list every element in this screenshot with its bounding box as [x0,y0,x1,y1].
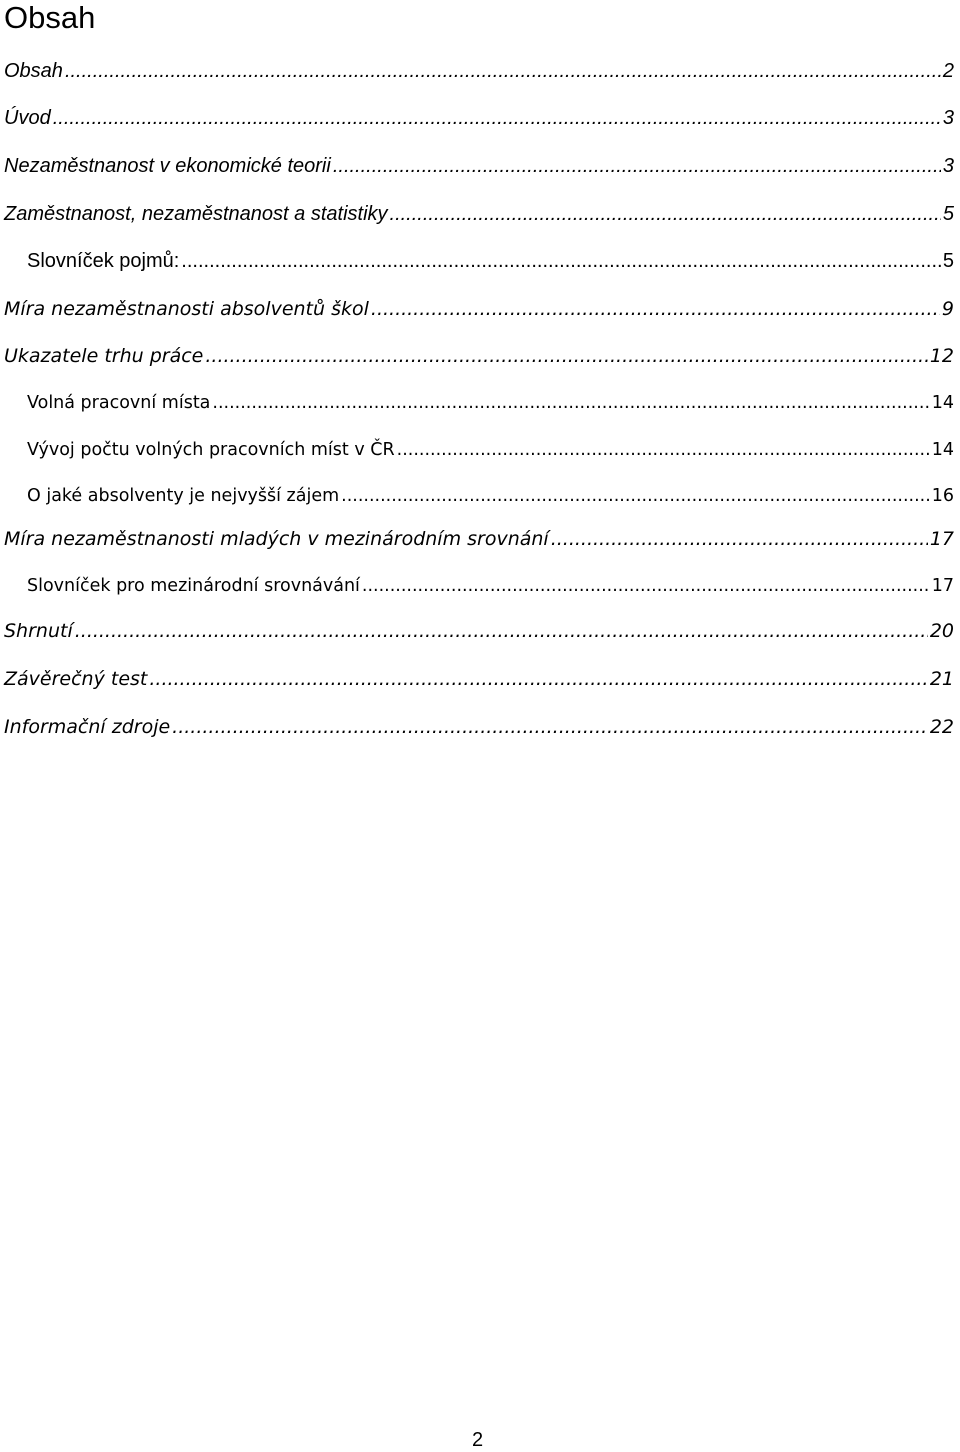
page-number: 2 [472,1429,484,1451]
dot-leader [341,481,930,511]
toc-entry-slovnicek-pojmu[interactable] [27,246,954,276]
toc-entry-title: Úvod [4,107,51,129]
toc-entry-page: 5 [942,250,954,272]
toc-entry-page: 12 [929,345,954,367]
toc-entry-nezamestnanost-teorie[interactable] [4,151,954,181]
dot-leader [212,388,929,418]
toc-entry-page: 16 [931,486,954,506]
dot-leader [172,712,928,742]
toc-entry-title: Závěrečný test [4,668,148,690]
dot-leader [53,103,941,133]
toc-entry-title: Volná pracovní místa [27,393,211,413]
toc-entry-title: Míra nezaměstnanosti absolventů škol [4,298,369,320]
toc-entry-zamestnanost-statistiky[interactable] [4,199,954,229]
toc-entry-page: 2 [942,60,954,82]
toc-entry-page: 14 [931,440,954,460]
toc-entry-page: 9 [941,298,954,320]
toc-entry-page: 22 [929,716,954,738]
toc-entry-informacni-zdroje[interactable] [4,712,954,742]
page-title: Obsah [4,0,96,35]
toc-entry-volna-mista[interactable] [27,388,954,418]
toc-entry-slovnicek-srovnavani[interactable] [27,571,954,601]
toc-entry-uvod[interactable] [4,103,954,133]
toc-entry-page: 21 [929,668,954,690]
toc-entry-zaverecny-test[interactable] [4,664,954,694]
toc-entry-zajem-absolventy[interactable] [27,481,954,511]
toc-entry-page: 3 [942,107,954,129]
dot-leader [551,524,928,554]
dot-leader [181,246,941,276]
dot-leader [65,56,941,86]
toc-entry-title: Shrnutí [4,620,73,642]
toc-entry-page: 17 [929,528,954,550]
toc-entry-title: Nezaměstnanost v ekonomické teorii [4,155,331,177]
dot-leader [75,616,928,646]
toc-entry-title: Slovníček pro mezinárodní srovnávání [27,576,360,596]
dot-leader [149,664,927,694]
toc-entry-page: 17 [931,576,954,596]
toc-entry-shrnuti[interactable] [4,616,954,646]
toc-entry-page: 3 [942,155,954,177]
toc-entry-page: 14 [931,393,954,413]
toc-entry-title: Zaměstnanost, nezaměstnanost a statistiky [4,203,388,225]
toc-entry-mira-absolventu[interactable] [4,294,954,324]
dot-leader [205,341,927,371]
toc-entry-title: Ukazatele trhu práce [4,345,204,367]
toc-entry-ukazatele-trhu[interactable] [4,341,954,371]
toc-entry-page: 5 [942,203,954,225]
toc-entry-page: 20 [929,620,954,642]
dot-leader [371,294,940,324]
dot-leader [390,199,941,229]
toc-entry-vyvoj-poctu[interactable] [27,435,954,465]
toc-entry-title: Informační zdroje [4,716,171,738]
toc-entry-mira-mladych[interactable] [4,524,954,554]
toc-entry-title: Vývoj počtu volných pracovních míst v ČR [27,440,395,460]
dot-leader [362,571,930,601]
toc-entry-obsah[interactable] [4,56,954,86]
toc-entry-title: O jaké absolventy je nejvyšší zájem [27,486,340,506]
toc-entry-title: Obsah [4,60,63,82]
toc-entry-title: Slovníček pojmů: [27,250,180,272]
toc-entry-title: Míra nezaměstnanosti mladých v mezinárodním srovnání [4,528,549,550]
dot-leader [397,435,930,465]
dot-leader [333,151,941,181]
